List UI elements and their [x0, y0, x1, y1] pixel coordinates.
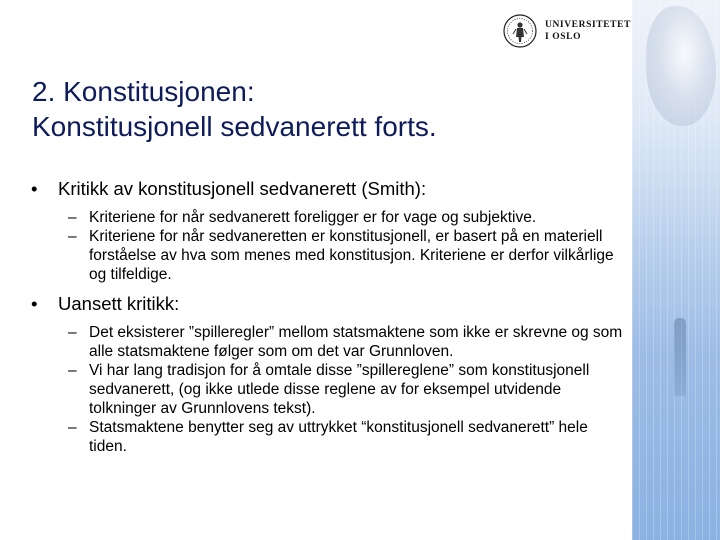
sub-bullet-item [30, 323, 630, 361]
logo-line-2: I OSLO [545, 32, 582, 42]
sub-bullet-text: Kriteriene for når sedvanerett foreligger er for vage og subjektive. [89, 209, 537, 226]
dash-icon: – [68, 362, 77, 379]
sub-bullet-item [30, 208, 630, 227]
sub-bullet-text: Statsmaktene benytter seg av uttrykket “konstitusjonell sedvanerett” hele tiden. [89, 419, 588, 455]
dash-icon: – [68, 209, 77, 226]
slide-body [30, 178, 630, 456]
dash-icon: – [68, 324, 77, 341]
sub-bullet-item [30, 418, 630, 456]
sub-bullet-item [30, 361, 630, 418]
bullet-dot-icon: • [31, 293, 38, 314]
sub-bullet-text: Det eksisterer ”spilleregler” mellom statsmaktene som ikke er skrevne og som alle statsmaktene følger som om det var Grunnloven. [89, 324, 623, 360]
bullet-item [30, 293, 630, 315]
dash-icon: – [68, 419, 77, 436]
university-logo [503, 14, 633, 54]
sub-bullet-text: Vi har lang tradisjon for å omtale disse ”spillereglene” som konstitusjonell sedvanerett, (og ikke utlede disse reglene av for eksempel utvidende tolkninger av Grunnlovens tekst). [89, 362, 590, 417]
logo-line-1: UNIVERSITETET [545, 20, 631, 30]
bullet-text: Kritikk av konstitusjonell sedvanerett (Smith): [58, 178, 427, 199]
title-line-1: 2. Konstitusjonen: [32, 76, 255, 107]
university-seal-icon [503, 14, 537, 48]
bullet-dot-icon: • [31, 178, 38, 199]
sub-bullet-item [30, 227, 630, 284]
decorative-side-strip [632, 0, 720, 540]
bullet-item [30, 178, 630, 200]
logo-wordmark [545, 19, 631, 43]
sub-bullet-text: Kriteriene for når sedvaneretten er konstitusjonell, er basert på en materiell forståelse av hva som menes med konstitusjon. Kriteriene er derfor vilkårlige og tilfeldige. [89, 228, 614, 283]
statue-figure-image [674, 318, 686, 396]
dash-icon: – [68, 228, 77, 245]
bullet-text: Uansett kritikk: [58, 293, 180, 314]
title-line-2: Konstitusjonell sedvanerett forts. [32, 111, 437, 142]
slide-title [32, 74, 622, 144]
